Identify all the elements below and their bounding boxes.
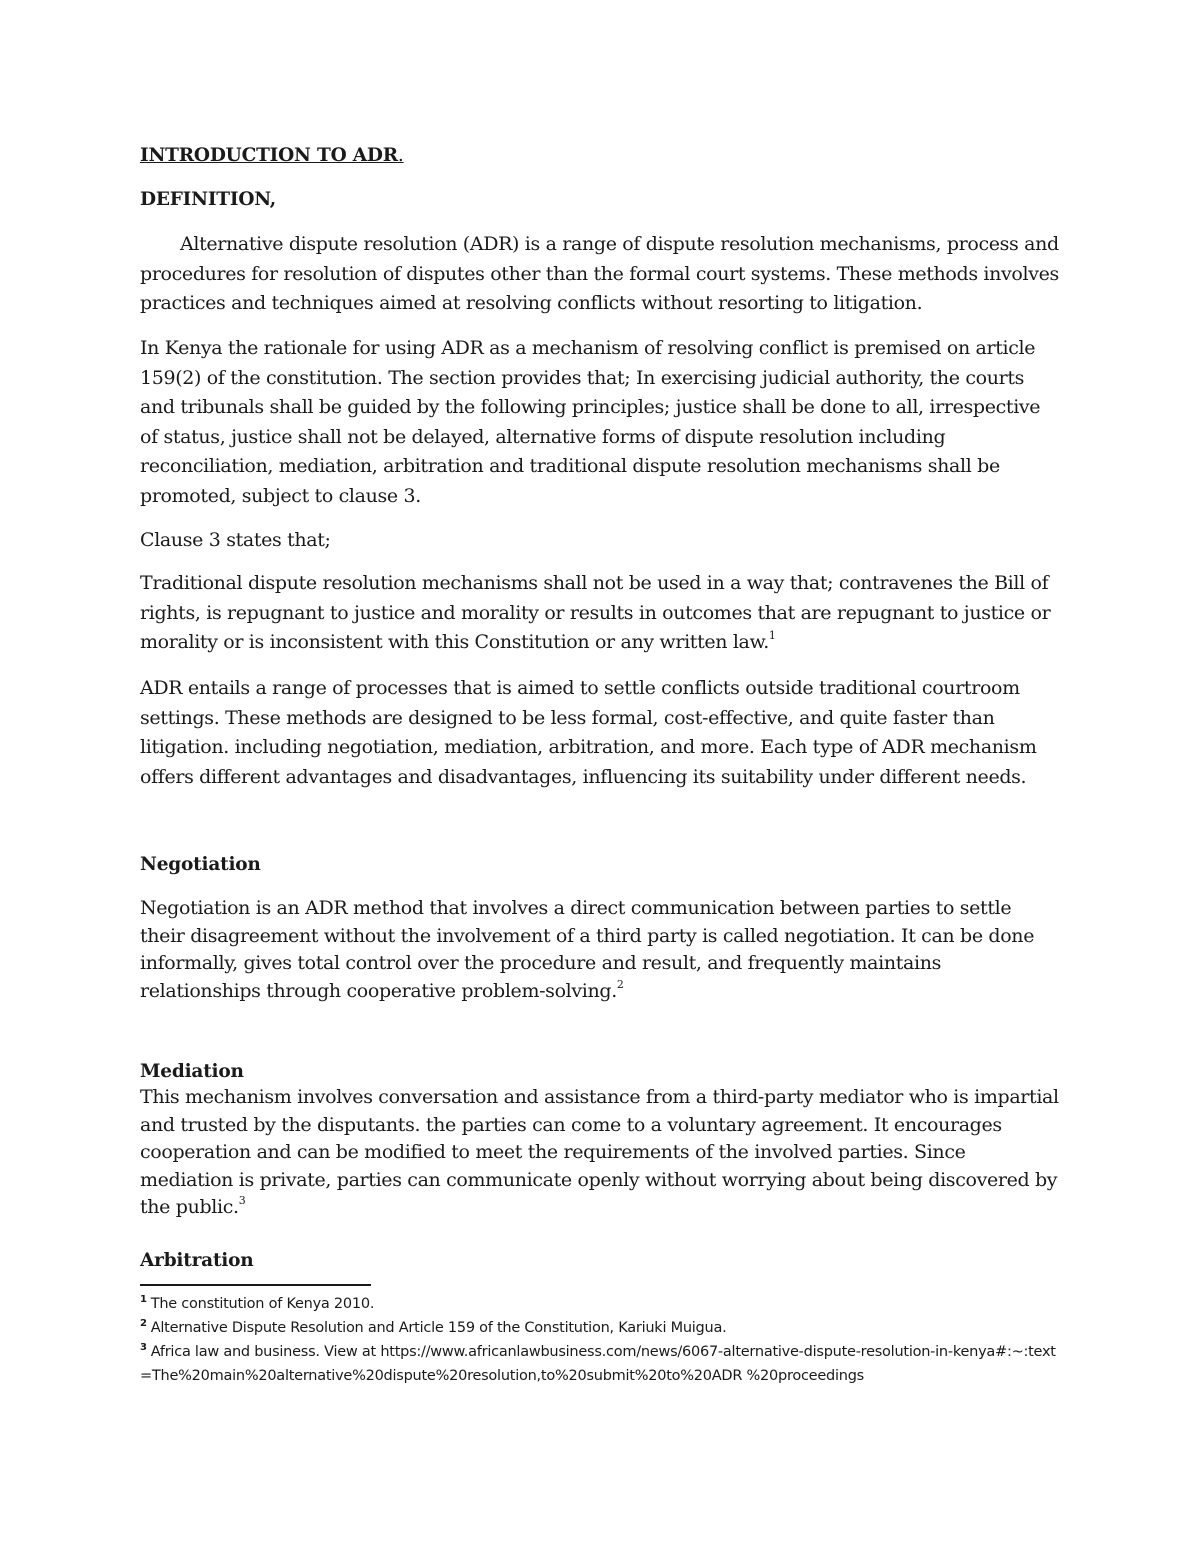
footnote-1-number: 1 [140,1294,147,1305]
arbitration-heading: Arbitration [140,1250,254,1271]
footnote-2-number: 2 [140,1318,147,1329]
intro-paragraph-2: In Kenya the rationale for using ADR as a mechanism of resolving conflict is premised on article 159(2) of the constitution. The section provides that; In exercising judicial authority, the courts and tribunals shall be guided by the following principles; justice shall be done to all, irrespective of status, justice shall not be delayed, alternative forms of dispute resolution including reconciliation, mediation, arbitration and traditional dispute resolution mechanisms shall be promoted, subject to clause 3. [140,337,1041,507]
footnote-1 [140,1292,1060,1316]
intro-paragraph-5: ADR entails a range of processes that is aimed to settle conflicts outside traditional courtroom settings. These methods are designed to be less formal, cost-effective, and quite faster than litigation. including negotiation, mediation, arbitration, and more. Each type of ADR mechanism offers different advantages and disadvantages, influencing its suitability under different needs. [140,677,1037,788]
negotiation-heading: Negotiation [140,854,261,875]
footnote-ref-2: 2 [616,977,624,991]
document-title [140,141,1060,171]
intro-paragraph-4 [140,569,1060,658]
intro-paragraph-4-text: Traditional dispute resolution mechanisms shall not be used in a way that; contravenes the Bill of rights, is repugnant to justice and morality or results in outcomes that are repugnant to justice or morality or is inconsistent with this Constitution or any written law. [140,572,1051,653]
document-header [140,141,1060,215]
title-trail: . [397,145,404,166]
mediation-paragraph [140,1084,1060,1222]
footnote-2-text: Alternative Dispute Resolution and Article 159 of the Constitution, Kariuki Muigua. [150,1320,727,1336]
footnote-ref-3: 3 [238,1194,246,1207]
footnote-ref-1: 1 [768,629,776,642]
intro-paragraph-3: Clause 3 states that; [140,529,331,551]
mediation-heading: Mediation [140,1061,244,1082]
mediation-text: This mechanism involves conversation and assistance from a third-party mediator who is impartial and trusted by the disputants. the parties can come to a voluntary agreement. It encourages cooperation and can be modified to meet the requirements of the involved parties. Since mediation is private, parties can communicate openly without worrying about being discovered by the public. [140,1086,1059,1218]
footnote-1-text: The constitution of Kenya 2010. [150,1296,375,1312]
footnote-3 [140,1340,1060,1388]
negotiation-paragraph [140,895,1060,1005]
negotiation-text: Negotiation is an ADR method that involves a direct communication between parties to settle their disagreement without the involvement of a third party is called negotiation. It can be done informally, gives total control over the procedure and result, and frequently maintains relationships through cooperative problem-solving. [140,897,1035,1002]
footnote-3-number: 3 [140,1342,147,1353]
definition-label: DEFINITION, [140,189,276,210]
footnotes [140,1292,1060,1388]
footnote-3-text: Africa law and business. View at https://www.africanlawbusiness.com/news/6067-alternative-dispute-resolution-in-kenya#:~:text=The%20main%20alternative%20dispute%20resolution,to%20submit%20to%20ADR %20proceedings [140,1344,1056,1384]
footnote-2 [140,1316,1060,1340]
intro-paragraph-1: Alternative dispute resolution (ADR) is a range of dispute resolution mechanisms, process and procedures for resolution of disputes other than the formal court systems. These methods involves practices and techniques aimed at resolving conflicts without resorting to litigation. [140,233,1059,314]
document-title-text: INTRODUCTION TO ADR [140,145,398,166]
footnote-separator [140,1284,371,1286]
